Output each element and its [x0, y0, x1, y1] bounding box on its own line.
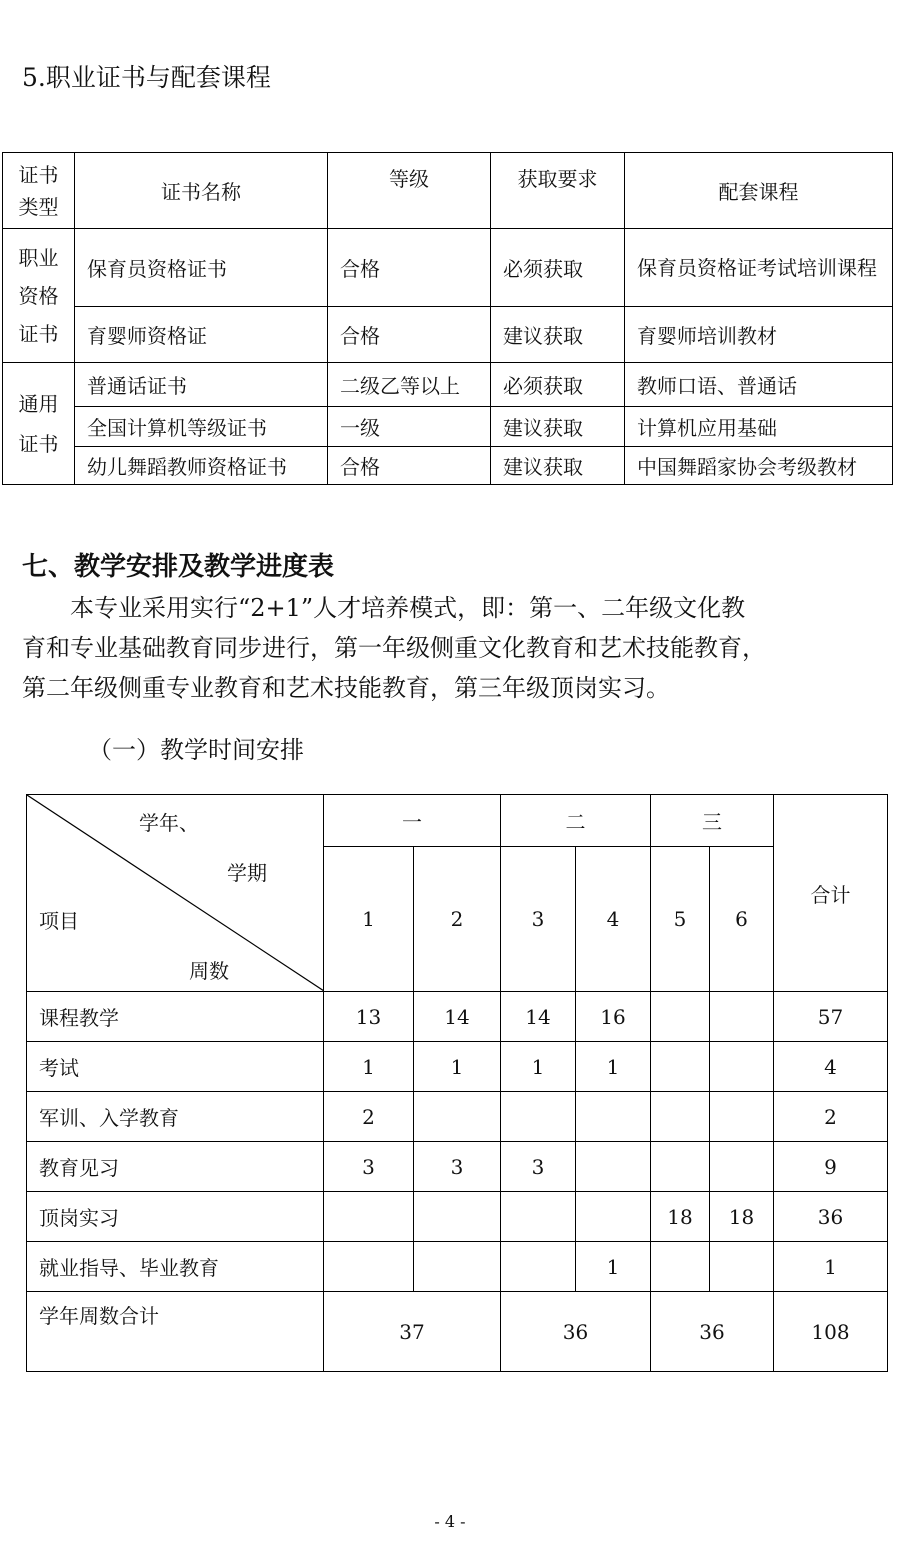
header-level: 等级 [328, 153, 491, 229]
year-header: 一 [324, 795, 501, 847]
cert-requirement: 必须获取 [491, 229, 625, 307]
cert-course: 育婴师培训教材 [625, 307, 893, 363]
cert-requirement: 建议获取 [491, 307, 625, 363]
table-row [3, 363, 893, 407]
year-total: 36 [651, 1292, 774, 1372]
grand-total: 108 [774, 1292, 888, 1372]
week-count-cell: 3 [501, 1142, 576, 1192]
summary-label: 学年周数合计 [27, 1292, 324, 1372]
row-item-label: 课程教学 [27, 992, 324, 1042]
diag-label-item: 项目 [39, 909, 79, 933]
row-total-cell: 36 [774, 1192, 888, 1242]
week-count-cell [651, 1242, 710, 1292]
row-item-label: 顶岗实习 [27, 1192, 324, 1242]
table-row [3, 407, 893, 447]
week-count-cell [576, 1142, 651, 1192]
year-header: 二 [501, 795, 651, 847]
table-row [3, 447, 893, 485]
table-row [27, 1192, 888, 1242]
cert-course: 中国舞蹈家协会考级教材 [625, 447, 893, 485]
week-count-cell [324, 1242, 414, 1292]
row-item-label: 就业指导、毕业教育 [27, 1242, 324, 1292]
table-row [27, 992, 888, 1042]
week-count-cell: 2 [324, 1092, 414, 1142]
diag-label-semester: 学期 [227, 861, 267, 885]
table-row [27, 1242, 888, 1292]
week-count-cell [651, 992, 710, 1042]
week-count-cell: 1 [501, 1042, 576, 1092]
page-number: - 4 - [434, 1512, 466, 1531]
row-total-cell: 2 [774, 1092, 888, 1142]
week-count-cell: 3 [324, 1142, 414, 1192]
row-item-label: 教育见习 [27, 1142, 324, 1192]
week-count-cell [710, 992, 774, 1042]
intro-paragraph [22, 588, 900, 708]
row-total-cell: 1 [774, 1242, 888, 1292]
row-total-cell: 57 [774, 992, 888, 1042]
year-total: 37 [324, 1292, 501, 1372]
header-cert-name: 证书名称 [75, 153, 328, 229]
diag-label-year: 学年、 [139, 811, 199, 835]
cert-level: 二级乙等以上 [328, 363, 491, 407]
cert-level: 一级 [328, 407, 491, 447]
row-item-label: 考试 [27, 1042, 324, 1092]
week-count-cell [710, 1242, 774, 1292]
cert-name: 全国计算机等级证书 [75, 407, 328, 447]
year-total: 36 [501, 1292, 651, 1372]
row-total-cell: 4 [774, 1042, 888, 1092]
certificate-table [2, 152, 893, 485]
section-5-title: 5.职业证书与配套课程 [22, 63, 271, 92]
cert-type-vocational: 职业 资格 证书 [3, 229, 75, 363]
section-7-title: 七、教学安排及教学进度表 [22, 552, 335, 582]
week-count-cell: 13 [324, 992, 414, 1042]
cert-type-general: 通用 证书 [3, 363, 75, 485]
cert-requirement: 建议获取 [491, 407, 625, 447]
week-count-cell: 1 [324, 1042, 414, 1092]
week-count-cell [414, 1192, 501, 1242]
week-count-cell: 1 [576, 1042, 651, 1092]
week-count-cell: 14 [501, 992, 576, 1042]
week-count-cell: 18 [710, 1192, 774, 1242]
cert-name: 育婴师资格证 [75, 307, 328, 363]
week-count-cell [710, 1092, 774, 1142]
week-count-cell [414, 1092, 501, 1142]
diagonal-header-cell [27, 795, 324, 992]
header-course: 配套课程 [625, 153, 893, 229]
week-count-cell [501, 1192, 576, 1242]
week-count-cell [651, 1092, 710, 1142]
table-row [27, 1042, 888, 1092]
cert-requirement: 建议获取 [491, 447, 625, 485]
year-header: 三 [651, 795, 774, 847]
header-requirement: 获取要求 [491, 153, 625, 229]
summary-row [27, 1292, 888, 1372]
week-count-cell: 3 [414, 1142, 501, 1192]
row-total-cell: 9 [774, 1142, 888, 1192]
semester-header: 4 [576, 847, 651, 992]
table-row [27, 1092, 888, 1142]
table-row [3, 307, 893, 363]
paragraph-line: 第二年级侧重专业教育和艺术技能教育，第三年级顶岗实习。 [22, 674, 670, 702]
paragraph-line: 育和专业基础教育同步进行，第一年级侧重文化教育和艺术技能教育， [22, 634, 766, 662]
week-count-cell [651, 1142, 710, 1192]
table-row [27, 1142, 888, 1192]
cert-requirement: 必须获取 [491, 363, 625, 407]
subsection-title: （一）教学时间安排 [88, 736, 304, 764]
week-count-cell [324, 1192, 414, 1242]
cert-name: 保育员资格证书 [75, 229, 328, 307]
week-count-cell [576, 1092, 651, 1142]
cert-name: 普通话证书 [75, 363, 328, 407]
schedule-table [26, 794, 888, 1372]
week-count-cell: 18 [651, 1192, 710, 1242]
cert-level: 合格 [328, 447, 491, 485]
week-count-cell [710, 1142, 774, 1192]
cert-course: 保育员资格证考试培训课程 [625, 229, 893, 307]
semester-header: 6 [710, 847, 774, 992]
week-count-cell: 16 [576, 992, 651, 1042]
cert-course: 教师口语、普通话 [625, 363, 893, 407]
diag-label-weeks: 周数 [189, 959, 229, 983]
week-count-cell [651, 1042, 710, 1092]
week-count-cell [414, 1242, 501, 1292]
semester-header: 2 [414, 847, 501, 992]
cert-name: 幼儿舞蹈教师资格证书 [75, 447, 328, 485]
total-header: 合计 [774, 795, 888, 992]
header-cert-type: 证书 类型 [3, 153, 75, 229]
cert-level: 合格 [328, 307, 491, 363]
paragraph-line: 本专业采用实行“2+1”人才培养模式，即：第一、二年级文化教 [22, 594, 746, 622]
week-count-cell [501, 1092, 576, 1142]
semester-header: 5 [651, 847, 710, 992]
week-count-cell: 1 [576, 1242, 651, 1292]
semester-header: 1 [324, 847, 414, 992]
table-row [3, 229, 893, 307]
cert-course: 计算机应用基础 [625, 407, 893, 447]
week-count-cell [501, 1242, 576, 1292]
cert-level: 合格 [328, 229, 491, 307]
row-item-label: 军训、入学教育 [27, 1092, 324, 1142]
week-count-cell: 14 [414, 992, 501, 1042]
week-count-cell [576, 1192, 651, 1242]
week-count-cell: 1 [414, 1042, 501, 1092]
week-count-cell [710, 1042, 774, 1092]
semester-header: 3 [501, 847, 576, 992]
